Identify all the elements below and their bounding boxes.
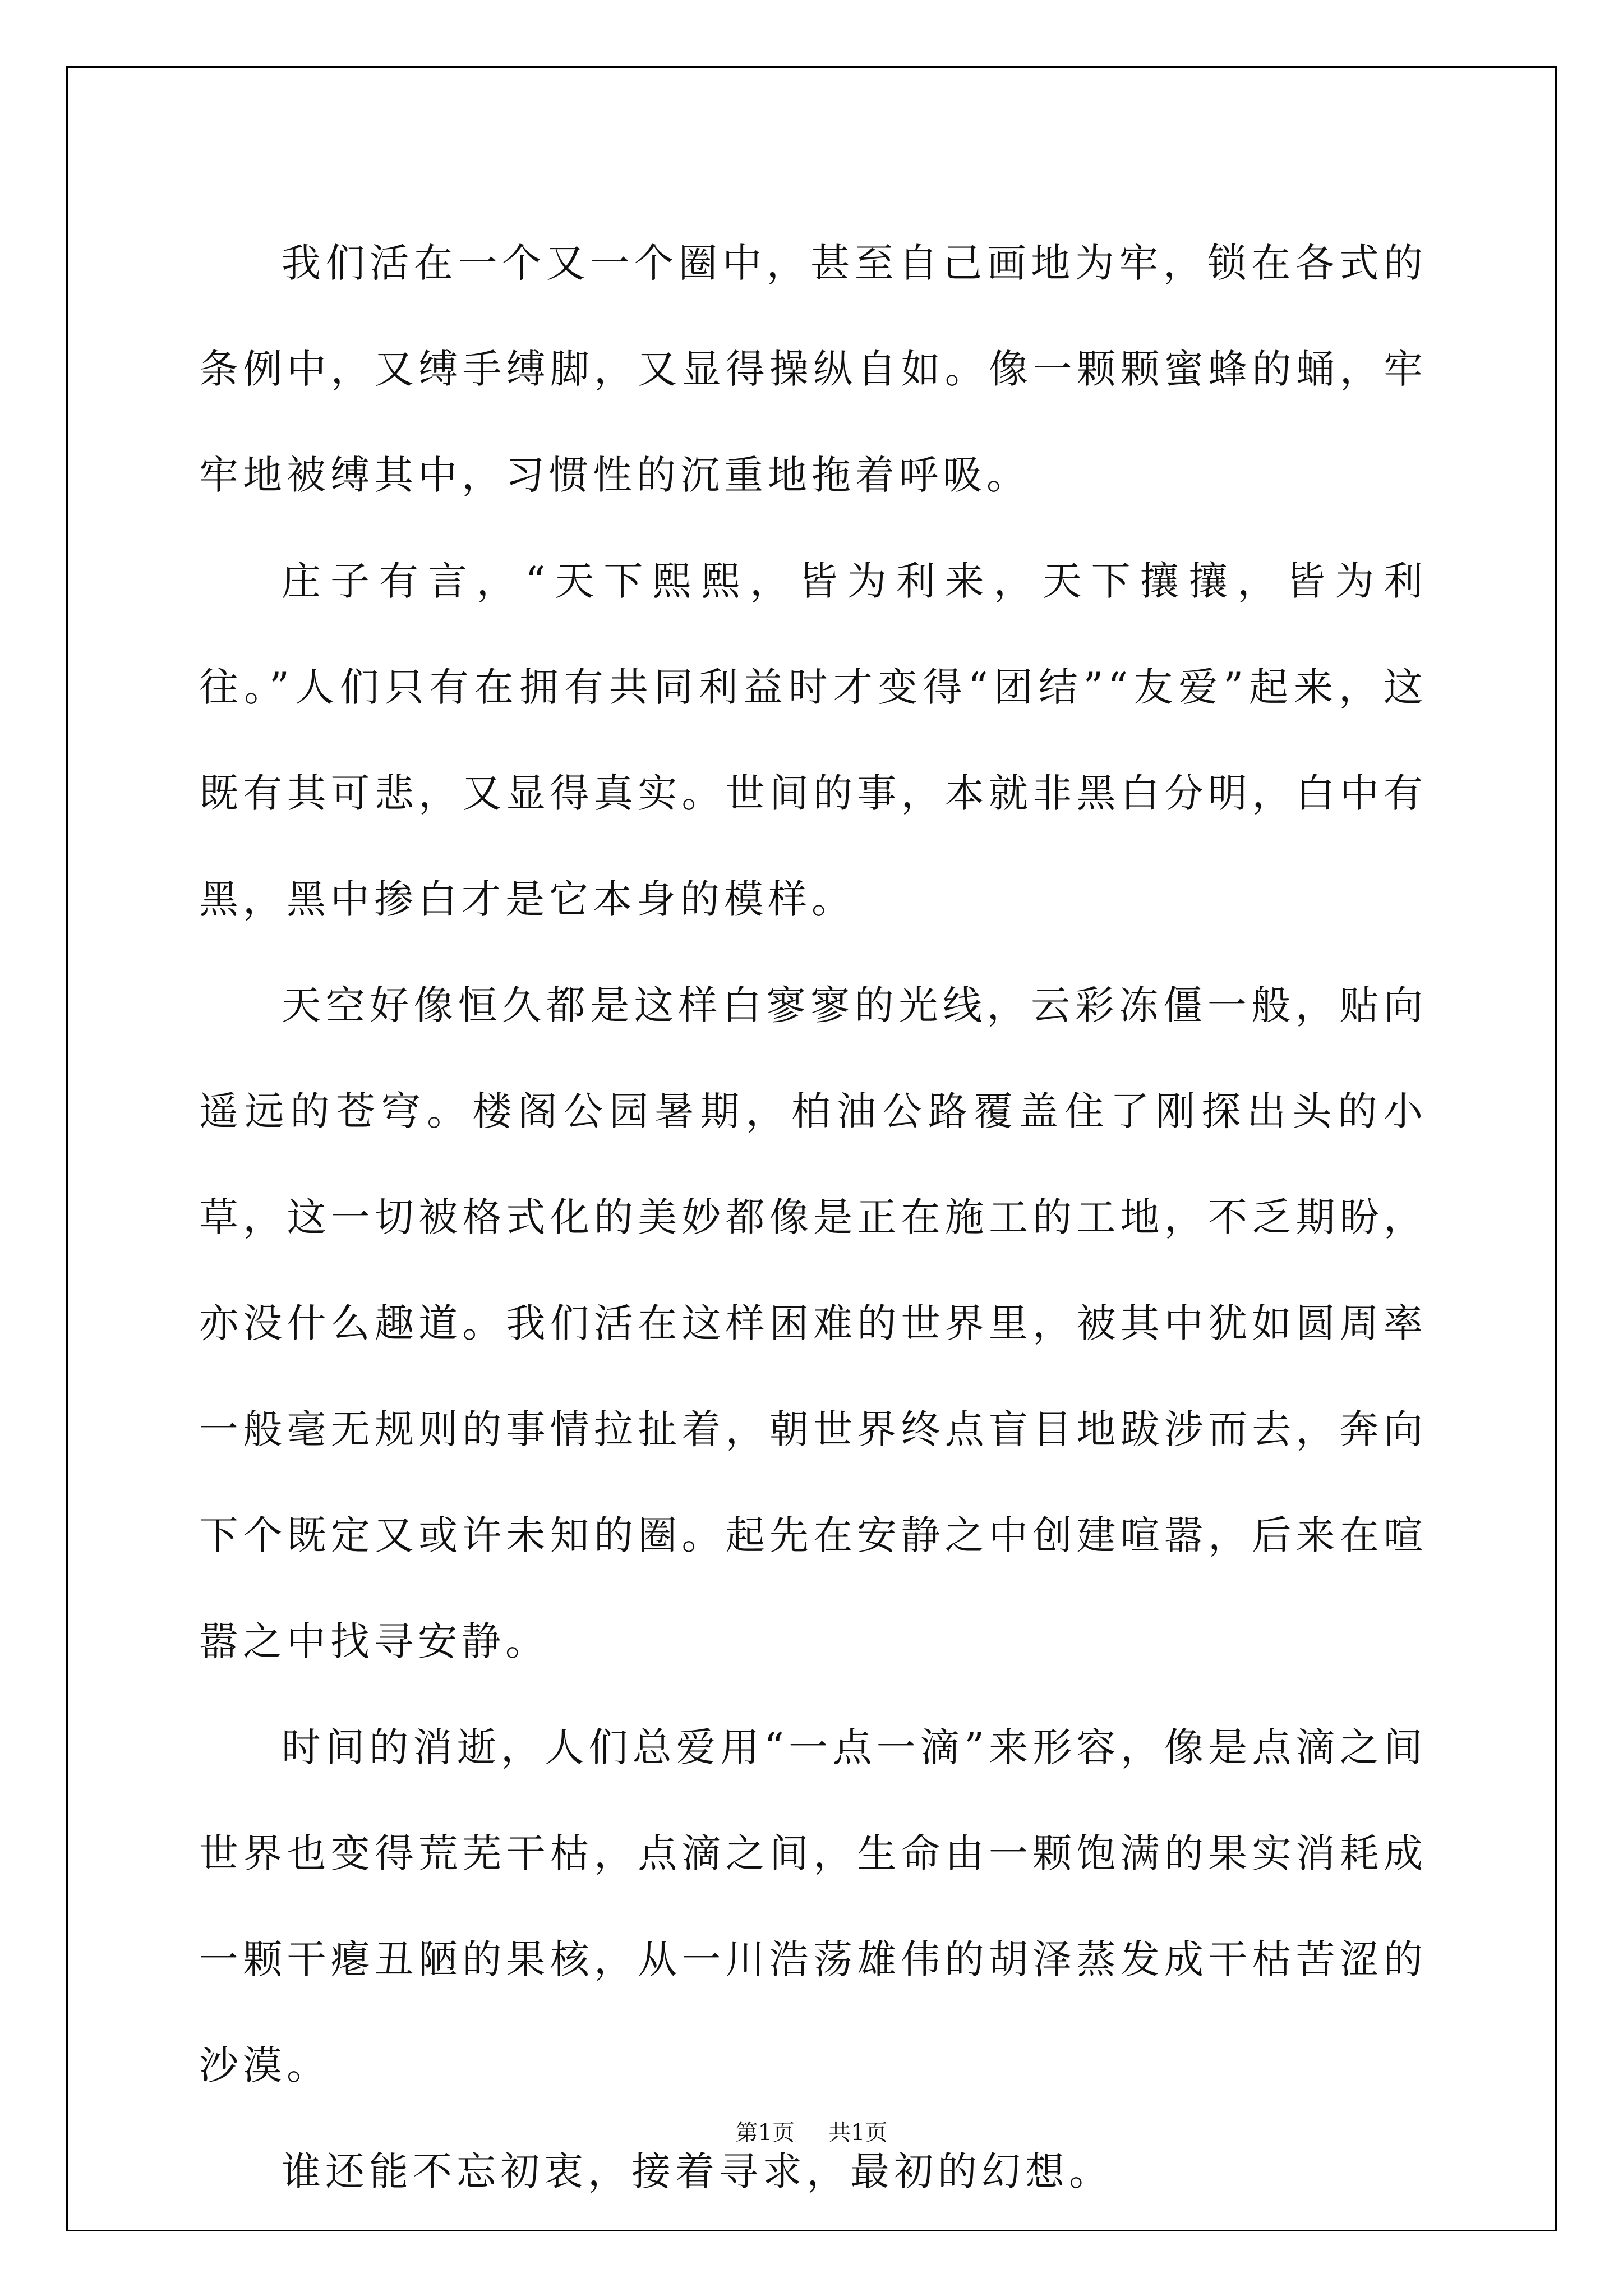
page-footer xyxy=(0,2115,1623,2147)
paragraph-5: 谁还能不忘初衷，接着寻求，最初的幻想。 xyxy=(282,2148,1113,2194)
paragraph-1: 我们活在一个又一个圈中，甚至自己画地为牢，锁在各式的条例中，又缚手缚脚，又显得操纵自如。像一颗颗蜜蜂的蛹，牢牢地被缚其中，习惯性的沉重地拖着呼吸。 xyxy=(199,240,1427,498)
paragraph-4: 时间的消逝，人们总爱用“一点一滴”来形容，像是点滴之间世界也变得荒芜干枯，点滴之间，生命由一颗饱满的果实消耗成一颗干瘪丑陋的果核，从一川浩荡雄伟的胡泽蒸发成干枯苦涩的沙漠。 xyxy=(199,1724,1427,2088)
page-total: 共1页 xyxy=(828,2120,888,2146)
document-body xyxy=(199,210,1427,2225)
paragraph-2: 庄子有言，“天下熙熙，皆为利来，天下攘攘，皆为利往。”人们只有在拥有共同利益时才变得“团结”“友爱”起来，这既有其可悲，又显得真实。世间的事，本就非黑白分明，白中有黑，黑中掺白才是它本身的模样。 xyxy=(199,558,1427,922)
paragraph-3: 天空好像恒久都是这样白寥寥的光线，云彩冻僵一般，贴向遥远的苍穹。楼阁公园暑期，柏油公路覆盖住了刚探出头的小草，这一切被格式化的美妙都像是正在施工的工地，不乏期盼，亦没什么趣道。我们活在这样困难的世界里，被其中犹如圆周率一般毫无规则的事情拉扯着，朝世界终点盲目地跋涉而去，奔向下个既定又或许未知的圈。起先在安静之中创建喧嚣，后来在喧嚣之中找寻安静。 xyxy=(199,982,1427,1664)
page-number: 第1页 xyxy=(735,2120,795,2146)
